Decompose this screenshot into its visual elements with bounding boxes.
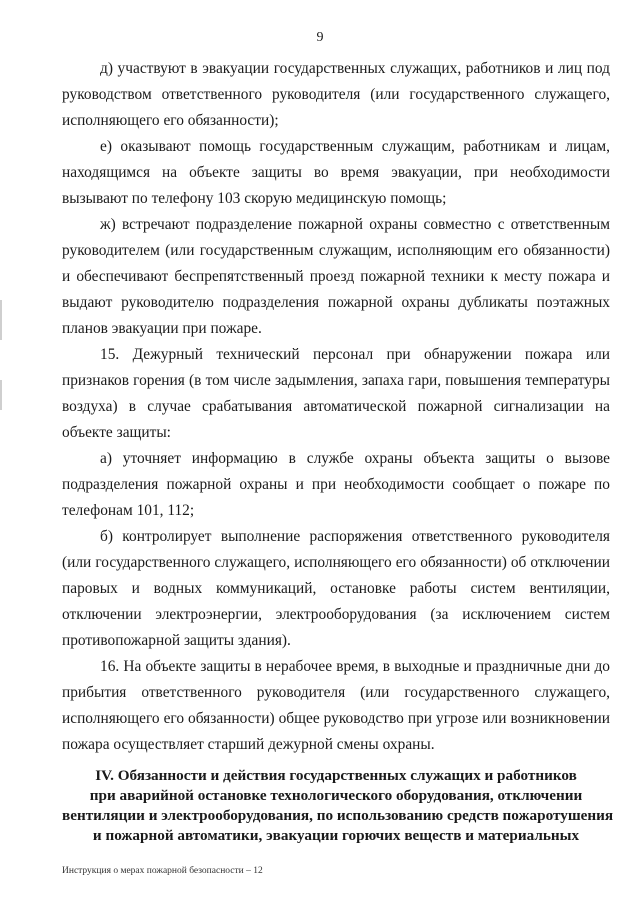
paragraph-item-e: е) оказывают помощь государственным служащим, работникам и лицам, находящимся на объекте защиты во время эвакуации, при необходимости вызывают по телефону 103 скорую медицинскую помощь; bbox=[62, 138, 610, 207]
page-number: 9 bbox=[316, 30, 324, 45]
paragraph-clause-16: 16. На объекте защиты в нерабочее время, в выходные и праздничные дни до прибытия ответственного руководителя (или государственного служащего, исполняющего его обязанности) общее руководство при угрозе или возникновении пожара осуществляет старший дежурной смены охраны. bbox=[62, 658, 610, 753]
paragraph-item-a: а) уточняет информацию в службе охраны объекта защиты о вызове подразделения пожарной охраны и при необходимости сообщает о пожаре по телефонам 101, 112; bbox=[62, 450, 610, 519]
paragraph-item-zh: ж) встречают подразделение пожарной охраны совместно с ответственным руководителем (или государственным служащим, исполняющим его обязанности) и обеспечивают беспрепятственный проезд пожарной техники к месту пожара и выдают руководителю подразделения пожарной охраны дубликаты поэтажных планов эвакуации при пожаре. bbox=[62, 216, 610, 337]
section-heading-line: IV. Обязанности и действия государственных служащих и работников bbox=[95, 767, 577, 784]
document-body bbox=[62, 56, 610, 758]
paragraph-item-d: д) участвуют в эвакуации государственных служащих, работников и лиц под руководством ответственного руководителя (или государственного служащего, исполняющего его обязанности); bbox=[62, 60, 610, 129]
section-heading-line: вентиляции и электрооборудования, по использованию средств пожаротушения bbox=[62, 807, 614, 824]
section-heading-line: и пожарной автоматики, эвакуации горючих веществ и материальных bbox=[92, 827, 580, 844]
scan-edge-mark bbox=[0, 380, 2, 410]
paragraph-item-b: б) контролирует выполнение распоряжения ответственного руководителя (или государственного служащего, исполняющего его обязанности) об отключении паровых и водных коммуникаций, остановке работы систем вентиляции, отключении электроэнергии, электрооборудования (за исключением систем противопожарной защиты здания). bbox=[62, 528, 610, 649]
section-heading bbox=[62, 766, 614, 846]
scan-edge-mark bbox=[0, 300, 2, 340]
footer-text: Инструкция о мерах пожарной безопасности – 12 bbox=[62, 866, 263, 876]
paragraph-clause-15: 15. Дежурный технический персонал при обнаружении пожара или признаков горения (в том числе задымления, запаха гари, повышения температуры воздуха) в случае срабатывания автоматической пожарной сигнализации на объекте защиты: bbox=[62, 346, 610, 441]
section-heading-line: при аварийной остановке технологического оборудования, отключении bbox=[89, 787, 583, 804]
